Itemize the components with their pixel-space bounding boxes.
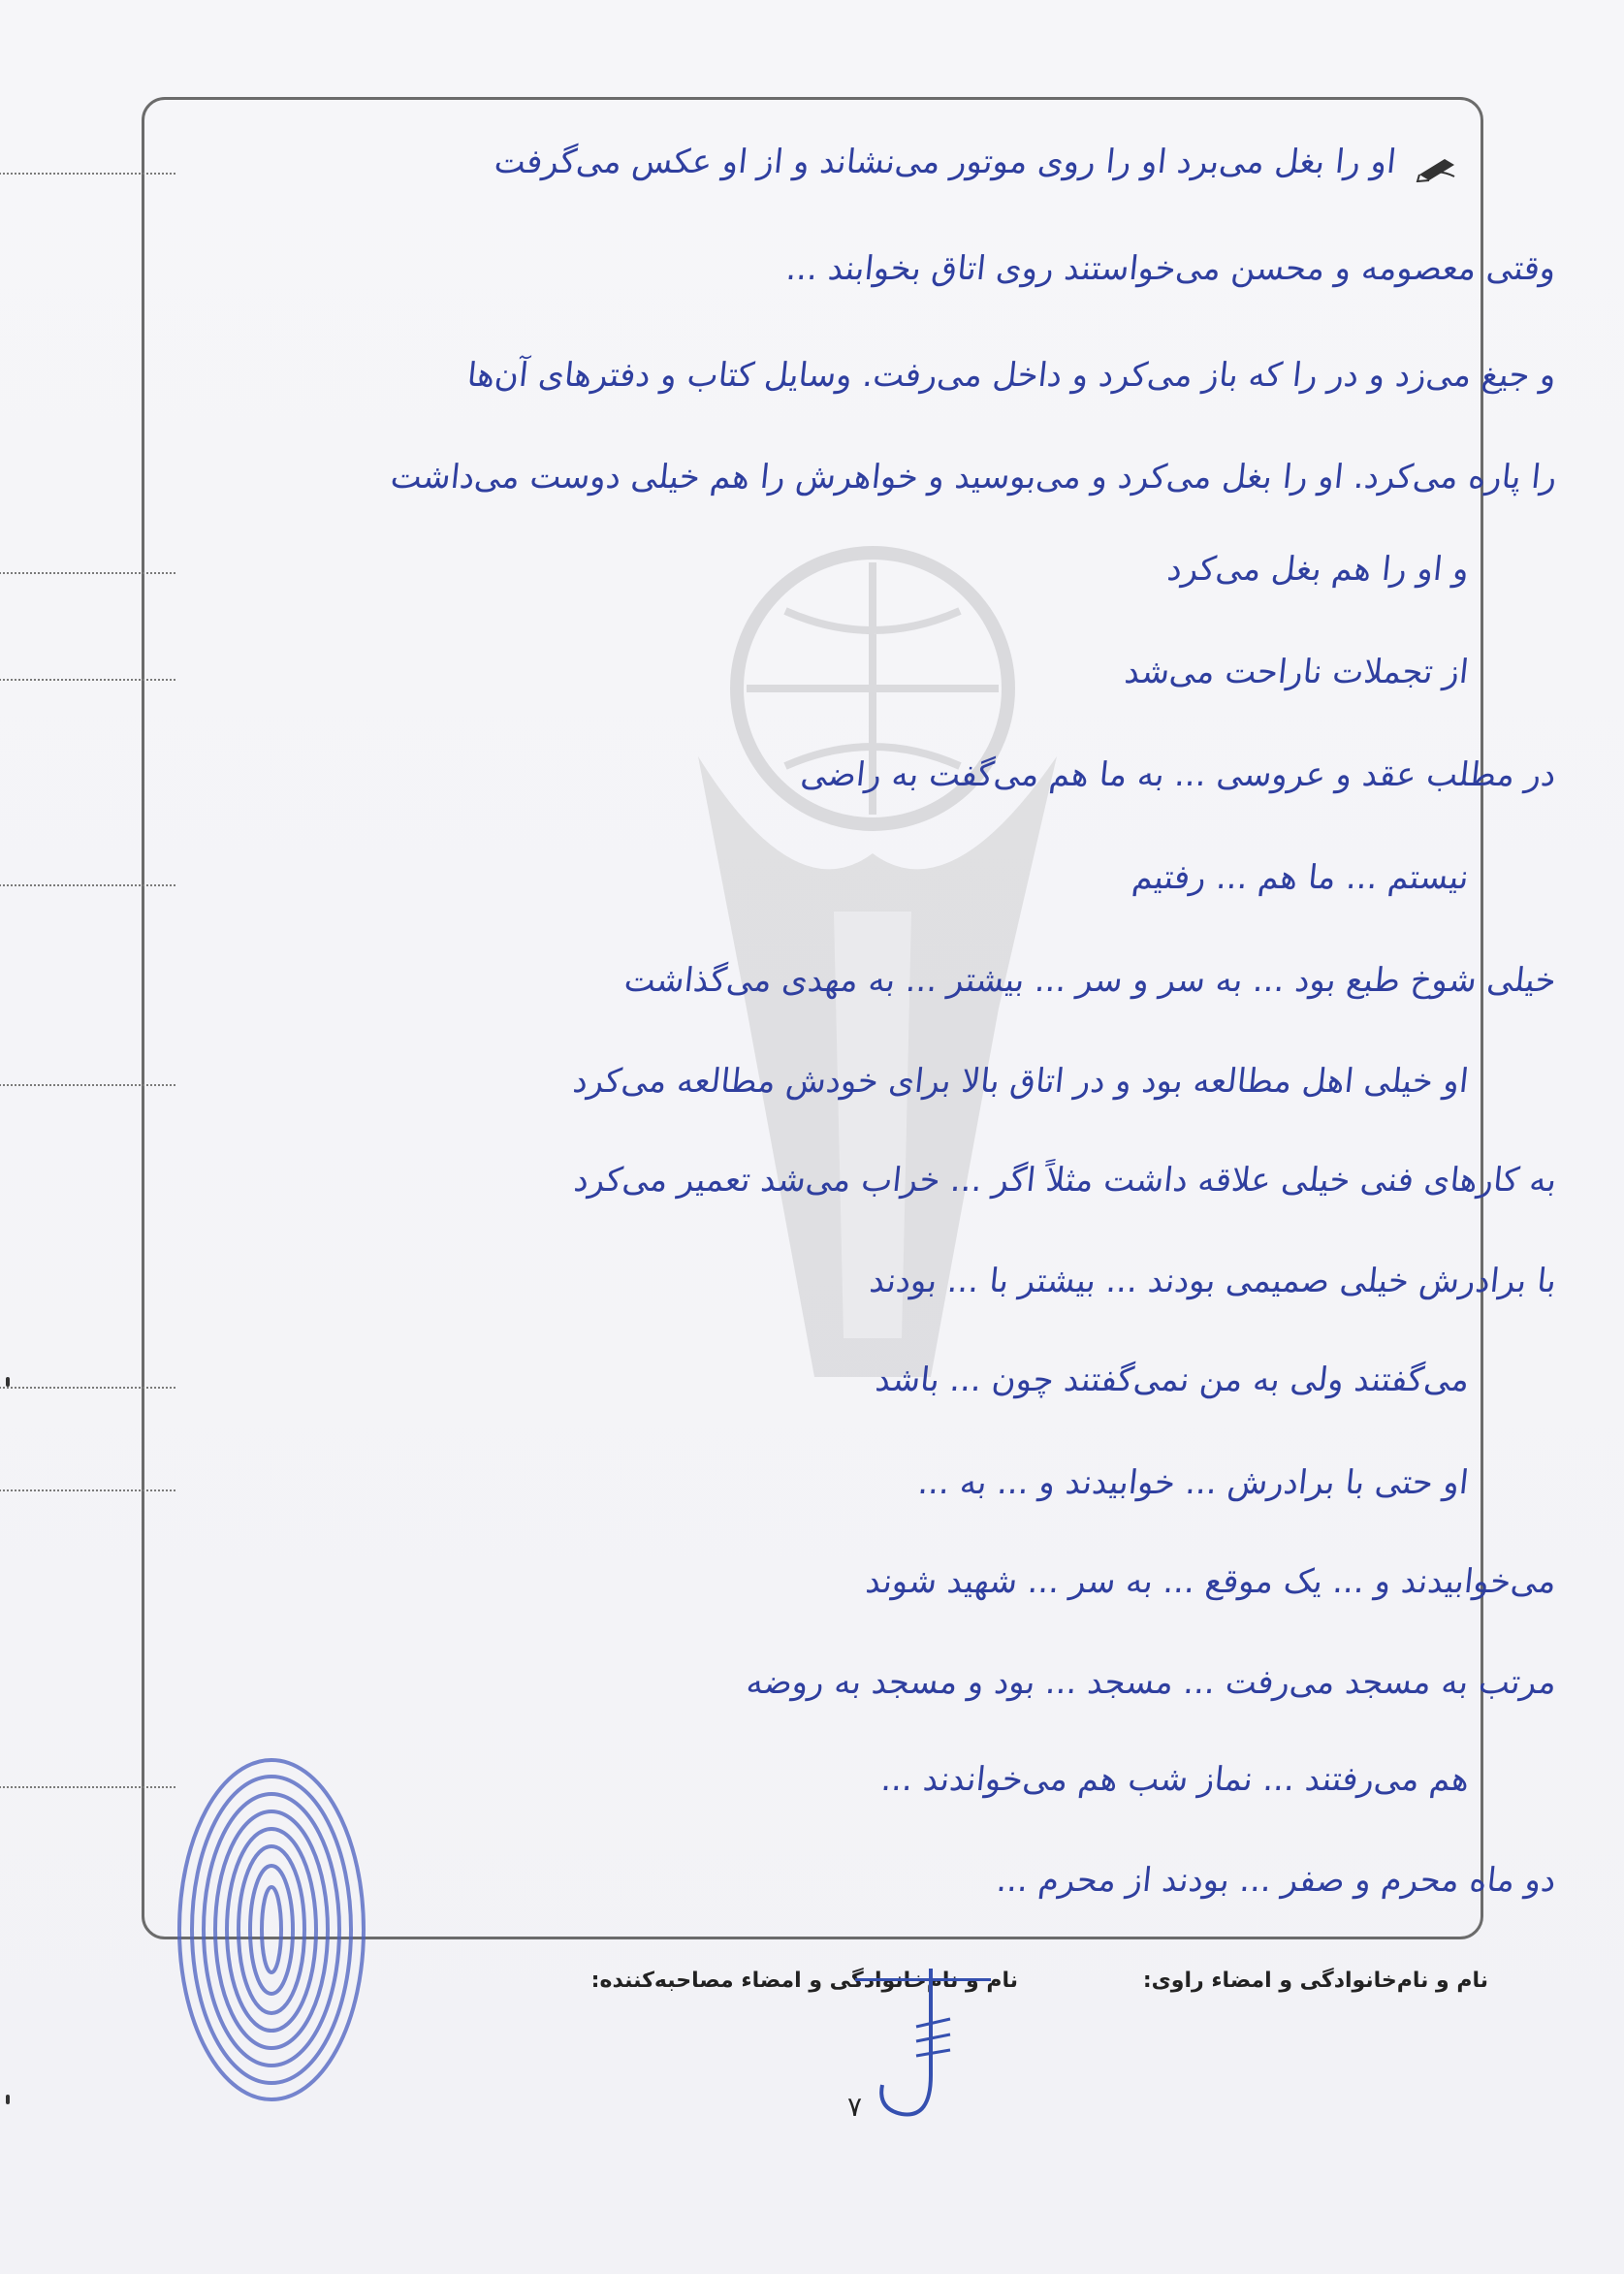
handwritten-line: هم می‌رفتند ... نماز شب هم می‌خواندند ...: [878, 1760, 1472, 1799]
binding-hole-mark: [6, 2095, 10, 2104]
handwritten-line: وقتی معصومه و محسن می‌خواستند روی اتاق بخوابند ...: [784, 249, 1559, 288]
writing-line: [0, 572, 175, 574]
writing-line: [0, 679, 175, 681]
writing-line: [0, 1786, 175, 1788]
narrator-signature-label: نام و نام‌خانوادگی و امضاء راوی:: [1142, 1969, 1488, 1993]
writing-line: [0, 884, 175, 886]
handwritten-line: را پاره می‌کرد. او را بغل می‌کرد و می‌بوسید و خواهرش را هم خیلی دوست می‌داشت: [388, 458, 1559, 496]
handwritten-line: دو ماه محرم و صفر ... بودند از محرم ...: [995, 1861, 1559, 1900]
handwritten-line: از تجملات ناراحت می‌شد: [1123, 653, 1472, 691]
binding-hole-mark: [6, 1377, 10, 1387]
writing-line: [0, 1084, 175, 1086]
page-number: ۷: [847, 2091, 863, 2123]
handwritten-line: می‌گفتند ولی به من نمی‌گفتند چون ... باشد: [873, 1361, 1472, 1399]
writing-line: [0, 173, 175, 175]
handwritten-line: به کارهای فنی خیلی علاقه داشت مثلاً اگر ... خراب می‌شد تعمیر می‌کرد: [571, 1161, 1559, 1200]
writing-line: [0, 1489, 175, 1491]
handwritten-signature: [873, 1949, 1008, 2133]
fingerprint-image: [165, 1746, 378, 2114]
pen-icon: [1416, 153, 1460, 182]
handwritten-line: و او را هم بغل می‌کرد: [1164, 550, 1472, 589]
handwritten-line: او را بغل می‌برد او را روی موتور می‌نشاند و از او عکس می‌گرفت: [493, 143, 1399, 181]
handwritten-line: او خیلی اهل مطالعه بود و در اتاق بالا برای خودش مطالعه می‌کرد: [571, 1062, 1472, 1101]
handwritten-line: می‌خوابیدند و ... یک موقع ... به سر ... شهید شوند: [864, 1562, 1559, 1601]
handwritten-line: خیلی شوخ طبع بود ... به سر و سر ... بیشتر ... به مهدی می‌گذاشت: [622, 961, 1559, 1000]
handwritten-line: او حتی با برادرش ... خوابیدند و ... به ...: [916, 1463, 1472, 1502]
handwritten-line: و جیغ می‌زد و در را که باز می‌کرد و داخل می‌رفت. وسایل کتاب و دفترهای آن‌ها: [465, 356, 1559, 395]
handwritten-line: در مطلب عقد و عروسی ... به ما هم می‌گفت به راضی: [799, 755, 1559, 794]
handwritten-line: با برادرش خیلی صمیمی بودند ... بیشتر با ... بودند: [867, 1262, 1559, 1300]
handwritten-line: نیستم ... ما هم ... رفتیم: [1130, 858, 1472, 897]
handwritten-line: مرتب به مسجد می‌رفت ... مسجد ... بود و مسجد به روضه: [744, 1663, 1559, 1702]
interviewer-signature-label: نام و نام‌خانوادگی و امضاء مصاحبه‌کننده:: [590, 1969, 1018, 1993]
writing-line: [0, 1387, 175, 1389]
